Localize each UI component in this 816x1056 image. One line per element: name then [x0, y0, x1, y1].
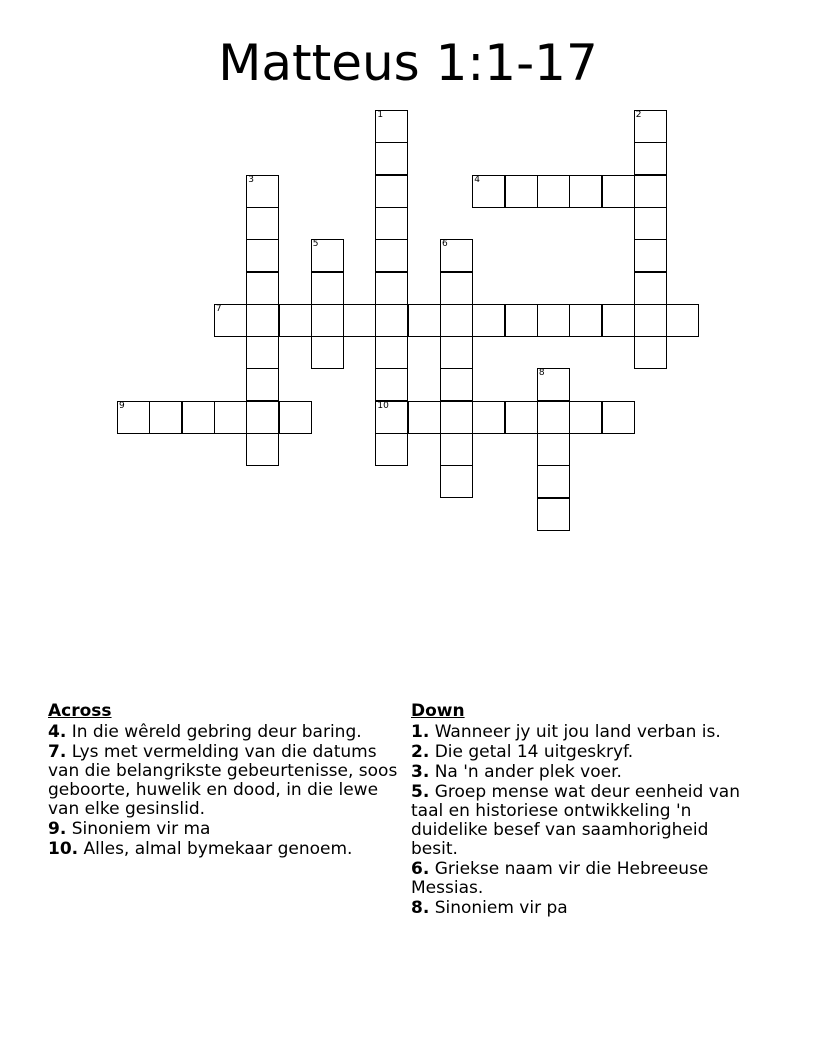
across-clue-list	[48, 723, 404, 859]
grid-cell[interactable]	[569, 401, 602, 434]
clue-item-number: 4.	[48, 722, 67, 742]
clue-item	[411, 860, 751, 898]
clue-item-number: 2.	[411, 742, 430, 762]
clue-number: 4	[474, 174, 481, 185]
clue-item-number: 8.	[411, 898, 430, 918]
grid-cell[interactable]	[505, 304, 538, 337]
grid-cell[interactable]	[505, 401, 538, 434]
clue-item	[411, 723, 751, 742]
grid-cell[interactable]	[602, 175, 635, 208]
grid-cell[interactable]	[440, 239, 473, 272]
clue-item-number: 9.	[48, 819, 67, 839]
clue-item-text: Die getal 14 uitgeskryf.	[429, 742, 634, 762]
grid-cell[interactable]	[246, 336, 279, 369]
grid-cell[interactable]	[602, 401, 635, 434]
grid-cell[interactable]	[634, 142, 667, 175]
grid-cell[interactable]	[279, 401, 312, 434]
puzzle-title: Matteus 1:1-17	[218, 34, 598, 92]
grid-cell[interactable]	[311, 272, 344, 305]
grid-cell[interactable]	[440, 304, 473, 337]
grid-cell[interactable]	[279, 304, 312, 337]
across-clues	[48, 702, 404, 860]
clue-number: 6	[442, 239, 448, 250]
clue-item-number: 5.	[411, 782, 430, 802]
clue-number: 8	[538, 368, 545, 379]
grid-cell[interactable]	[472, 304, 505, 337]
grid-cell[interactable]	[343, 304, 376, 337]
clue-item	[48, 723, 404, 742]
grid-cell[interactable]	[375, 401, 408, 434]
clue-number: 7	[215, 303, 222, 314]
grid-cell[interactable]	[440, 272, 473, 305]
grid-cell[interactable]	[375, 368, 408, 401]
grid-cell[interactable]	[214, 401, 247, 434]
clue-item-number: 6.	[411, 859, 430, 879]
grid-cell[interactable]	[246, 207, 279, 240]
grid-cell[interactable]	[634, 239, 667, 272]
clue-item-text: Lys met vermelding van die datums van die belangrikste gebeurtenisse, soos geboorte, huwelik en dood, in die lewe van elke gesinslid.	[48, 742, 398, 819]
grid-cell[interactable]	[440, 465, 473, 498]
clue-item-text: Sinoniem vir ma	[66, 819, 211, 839]
grid-cell[interactable]	[537, 498, 570, 531]
grid-cell[interactable]	[408, 401, 441, 434]
clue-item	[48, 840, 404, 859]
grid-cell[interactable]	[537, 368, 570, 401]
grid-cell[interactable]	[569, 304, 602, 337]
across-heading: Across	[48, 701, 112, 721]
grid-cell[interactable]	[505, 175, 538, 208]
grid-cell[interactable]	[472, 401, 505, 434]
grid-cell[interactable]	[537, 465, 570, 498]
clue-item-number: 1.	[411, 722, 430, 742]
clue-item	[411, 783, 751, 859]
clue-item-text: Na 'n ander plek voer.	[429, 762, 622, 782]
grid-cell[interactable]	[246, 304, 279, 337]
grid-cell[interactable]	[375, 175, 408, 208]
grid-cell[interactable]	[117, 401, 150, 434]
grid-cell[interactable]	[214, 304, 247, 337]
clue-item-number: 10.	[48, 839, 79, 859]
clue-item-text: Groep mense wat deur eenheid van taal en historiese ontwikkeling 'n duidelike besef van saamhorigheid besit.	[411, 782, 740, 859]
grid-cell[interactable]	[311, 239, 344, 272]
grid-cell[interactable]	[634, 175, 667, 208]
grid-cell[interactable]	[634, 207, 667, 240]
grid-cell[interactable]	[375, 207, 408, 240]
grid-cell[interactable]	[472, 175, 505, 208]
grid-cell[interactable]	[375, 304, 408, 337]
clue-item-number: 3.	[411, 762, 430, 782]
grid-cell[interactable]	[375, 142, 408, 175]
clue-item	[48, 743, 404, 819]
clue-item-text: Sinoniem vir pa	[429, 898, 568, 918]
grid-cell[interactable]	[311, 304, 344, 337]
clue-item	[48, 820, 404, 839]
grid-cell[interactable]	[246, 401, 279, 434]
grid-cell[interactable]	[634, 272, 667, 305]
grid-cell[interactable]	[634, 110, 667, 143]
clue-item-text: Wanneer jy uit jou land verban is.	[429, 722, 721, 742]
grid-cell[interactable]	[375, 110, 408, 143]
grid-cell[interactable]	[537, 175, 570, 208]
grid-cell[interactable]	[375, 239, 408, 272]
down-clue-list	[411, 723, 751, 918]
grid-cell[interactable]	[246, 239, 279, 272]
grid-cell[interactable]	[182, 401, 215, 434]
clue-number: 9	[119, 400, 125, 411]
grid-cell[interactable]	[602, 304, 635, 337]
clue-number: 1	[377, 110, 384, 120]
grid-cell[interactable]	[246, 272, 279, 305]
grid-cell[interactable]	[634, 304, 667, 337]
grid-cell[interactable]	[246, 175, 279, 208]
grid-cell[interactable]	[149, 401, 182, 434]
clue-item	[411, 899, 751, 918]
grid-cell[interactable]	[375, 272, 408, 305]
clue-number: 5	[312, 239, 319, 250]
grid-cell[interactable]	[246, 368, 279, 401]
grid-cell[interactable]	[634, 336, 667, 369]
grid-cell[interactable]	[408, 304, 441, 337]
grid-cell[interactable]	[246, 433, 279, 466]
clue-number: 3	[248, 174, 254, 185]
grid-cell[interactable]	[537, 433, 570, 466]
grid-cell[interactable]	[440, 368, 473, 401]
grid-cell[interactable]	[537, 304, 570, 337]
down-heading: Down	[411, 701, 465, 721]
clue-item-text: In die wêreld gebring deur baring.	[66, 722, 362, 742]
grid-cell[interactable]	[375, 336, 408, 369]
grid-cell[interactable]	[440, 433, 473, 466]
clue-number: 10	[377, 400, 389, 411]
clue-number: 2	[635, 110, 642, 120]
clue-item-text: Griekse naam vir die Hebreeuse Messias.	[411, 859, 709, 898]
clue-item	[411, 743, 751, 762]
grid-cell[interactable]	[537, 401, 570, 434]
clue-item	[411, 763, 751, 782]
grid-cell[interactable]	[569, 175, 602, 208]
grid-cell[interactable]	[311, 336, 344, 369]
grid-cell[interactable]	[375, 433, 408, 466]
clue-item-number: 7.	[48, 742, 67, 762]
grid-cell[interactable]	[666, 304, 699, 337]
grid-cell[interactable]	[440, 401, 473, 434]
grid-cell[interactable]	[440, 336, 473, 369]
clue-item-text: Alles, almal bymekaar genoem.	[78, 839, 353, 859]
down-clues	[411, 702, 751, 919]
